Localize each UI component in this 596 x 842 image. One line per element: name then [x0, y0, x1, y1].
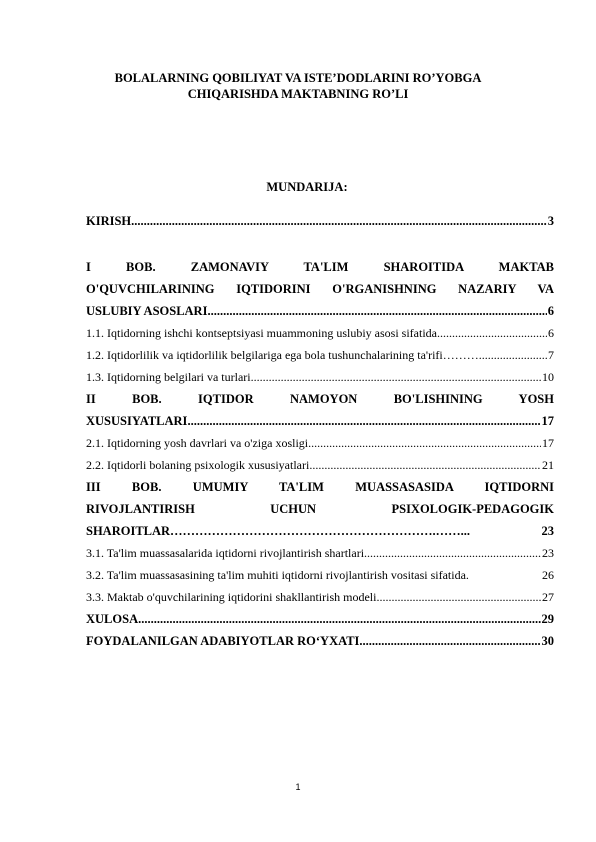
chapter-1-line-1: I BOB. ZAMONAVIY TA'LIM SHAROITIDA MAKTAB	[86, 260, 554, 274]
page-number: 1	[295, 782, 301, 792]
toc-page-number: 27	[542, 590, 554, 604]
toc-page-number: 6	[548, 326, 554, 340]
toc-page-number: 30	[541, 634, 554, 648]
toc-entry-text: 1.1. Iqtidorning ishchi kontseptsiyasi muammoning uslubiy asosi sifatida	[86, 326, 437, 340]
toc-page-number: 17	[542, 436, 554, 450]
title-line-2: CHIQARISHDA MAKTABNING RO’LI	[187, 87, 409, 101]
toc-entry-text: 1.3. Iqtidorning belgilari va turlari	[86, 370, 251, 384]
toc-entry-text: 2.2. Iqtidorli bolaning psixologik xususiyatlari	[86, 458, 310, 472]
leader-dots	[207, 300, 546, 322]
toc-entry-text: XULOSA	[86, 612, 139, 626]
chapter-3-line-1: III BOB. UMUMIY TA'LIM MUASSASASIDA IQTIDORNI	[86, 480, 554, 494]
toc-entry-text: 3.1. Ta'lim muassasalarida iqtidorni rivojlantirish shartlari	[86, 546, 365, 560]
leader-dots	[131, 210, 547, 232]
toc-entry-text: KIRISH	[86, 214, 132, 228]
toc-page-number: 29	[541, 612, 554, 626]
title-line-1: BOLALARNING QOBILIYAT VA ISTE’DODLARINI RO’YOBGA	[114, 71, 482, 85]
leader-dots	[138, 608, 540, 630]
toc-entry-text: 1.2. Iqtidorlilik va iqtidorlilik belgilariga ega bola tushunchalarining ta'rifi………	[86, 348, 479, 362]
leader-dots	[309, 454, 541, 476]
toc-page-number: 23	[542, 546, 554, 560]
leader-dots	[187, 410, 540, 432]
toc-entry-text: XUSUSIYATLARI	[86, 414, 188, 428]
toc-heading: MUNDARIJA:	[266, 180, 348, 194]
leader-dots	[479, 344, 547, 366]
toc-page-number: 23	[541, 524, 554, 538]
toc-entry-text: SHAROITLAR……………………………………………………….……...	[86, 524, 471, 538]
toc-entry-text: USLUBIY ASOSLARI	[86, 304, 208, 318]
toc-page-number: 21	[542, 458, 554, 472]
toc-page-number: 10	[542, 370, 554, 384]
toc-chapter-1	[86, 256, 554, 652]
leader-dots	[251, 366, 541, 388]
document-title	[70, 70, 526, 102]
chapter-1-line-2: O'QUVCHILARINING IQTIDORINI O'RGANISHNING NAZARIY VA	[86, 282, 554, 296]
leader-dots	[359, 630, 540, 652]
toc-page-number: 6	[547, 304, 554, 318]
toc-page-number: 7	[548, 348, 554, 362]
leader-dots	[437, 322, 547, 344]
chapter-3-line-2: RIVOJLANTIRISH UCHUN PSIXOLOGIK-PEDAGOGIK	[86, 502, 554, 516]
toc-entry-intro	[86, 210, 554, 232]
toc-entry-text: 3.2. Ta'lim muassasasining ta'lim muhiti iqtidorni rivojlantirish vositasi sifatida.	[86, 568, 469, 582]
leader-dots	[376, 586, 541, 608]
leader-dots	[308, 432, 541, 454]
toc-page-number: 17	[541, 414, 554, 428]
toc-entry-text: FOYDALANILGAN ADABIYOTLAR RO‘YXATI	[86, 634, 360, 648]
leader-dots	[364, 542, 541, 564]
toc-page-number: 3	[547, 214, 554, 228]
toc-entry-text: 2.1. Iqtidorning yosh davrlari va o'ziga xosligi	[86, 436, 309, 450]
chapter-2-line-1: II BOB. IQTIDOR NAMOYON BO'LISHINING YOSH	[86, 392, 554, 406]
toc-page-number: 26	[542, 568, 554, 582]
toc-entry-text: 3.3. Maktab o'quvchilarining iqtidorini shakllantirish modeli	[86, 590, 377, 604]
